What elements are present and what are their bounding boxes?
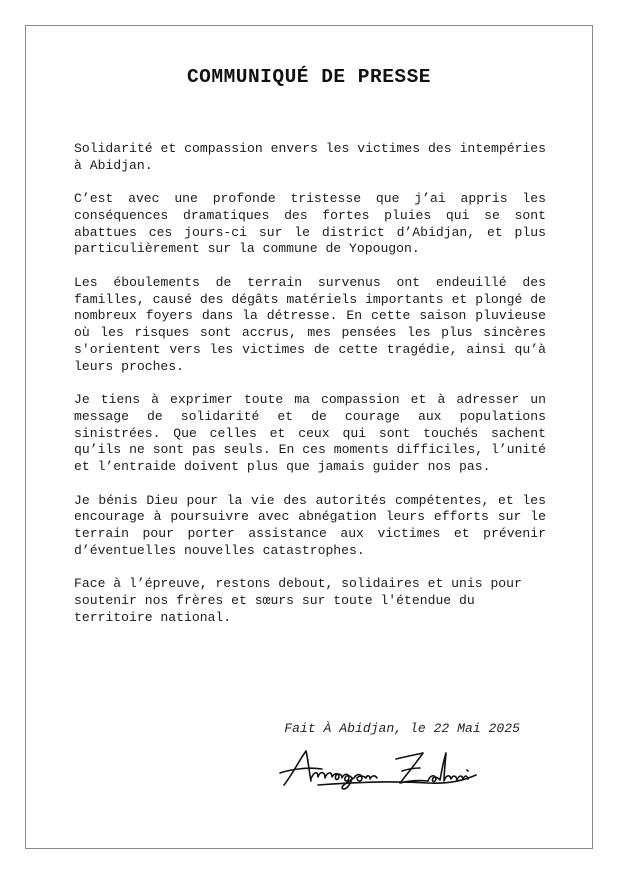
paragraph-6: Face à l’épreuve, restons debout, solidaires et unis pour soutenir nos frères et sœurs sur toute l'étendue du territoire national.	[74, 576, 522, 625]
paragraph-2: C’est avec une profonde tristesse que j’ai appris les conséquences dramatiques des fortes pluies qui se sont abattues ces jours-ci sur le district d’Abidjan, et plus particulièrement sur la commune de Yopougon.	[74, 191, 546, 257]
document-title: COMMUNIQUÉ DE PRESSE	[186, 66, 432, 88]
paragraph-5: Je bénis Dieu pour la vie des autorités compétentes, et les encourage à poursuivre avec abnégation leurs efforts sur le terrain pour porter assistance aux victimes et prévenir d’éventuelles nouvelles catastrophes.	[74, 492, 546, 558]
handwritten-signature	[278, 745, 484, 791]
paragraph-1: Solidarité et compassion envers les victimes des intempéries à Abidjan.	[74, 141, 546, 173]
paragraph-3: Les éboulements de terrain survenus ont endeuillé des familles, causé des dégâts matériels importants et plongé de nombreux foyers dans la détresse. En cette saison pluvieuse où les risques sont accrus, mes pensées les plus sincères s'orientent vers les victimes de cette tragédie, ainsi qu’à leurs proches.	[74, 274, 546, 374]
document-body	[74, 141, 546, 643]
paragraph-4: Je tiens à exprimer toute ma compassion et à adresser un message de solidarité et de courage aux populations sinistrées. Que celles et ceux qui sont touchés sachent qu’ils ne sont pas seuls. En ces moments difficiles, l’unité et l’entraide doivent plus que jamais guider nos pas.	[74, 392, 546, 475]
place-date-line: Fait À Abidjan, le 22 Mai 2025	[284, 721, 520, 736]
